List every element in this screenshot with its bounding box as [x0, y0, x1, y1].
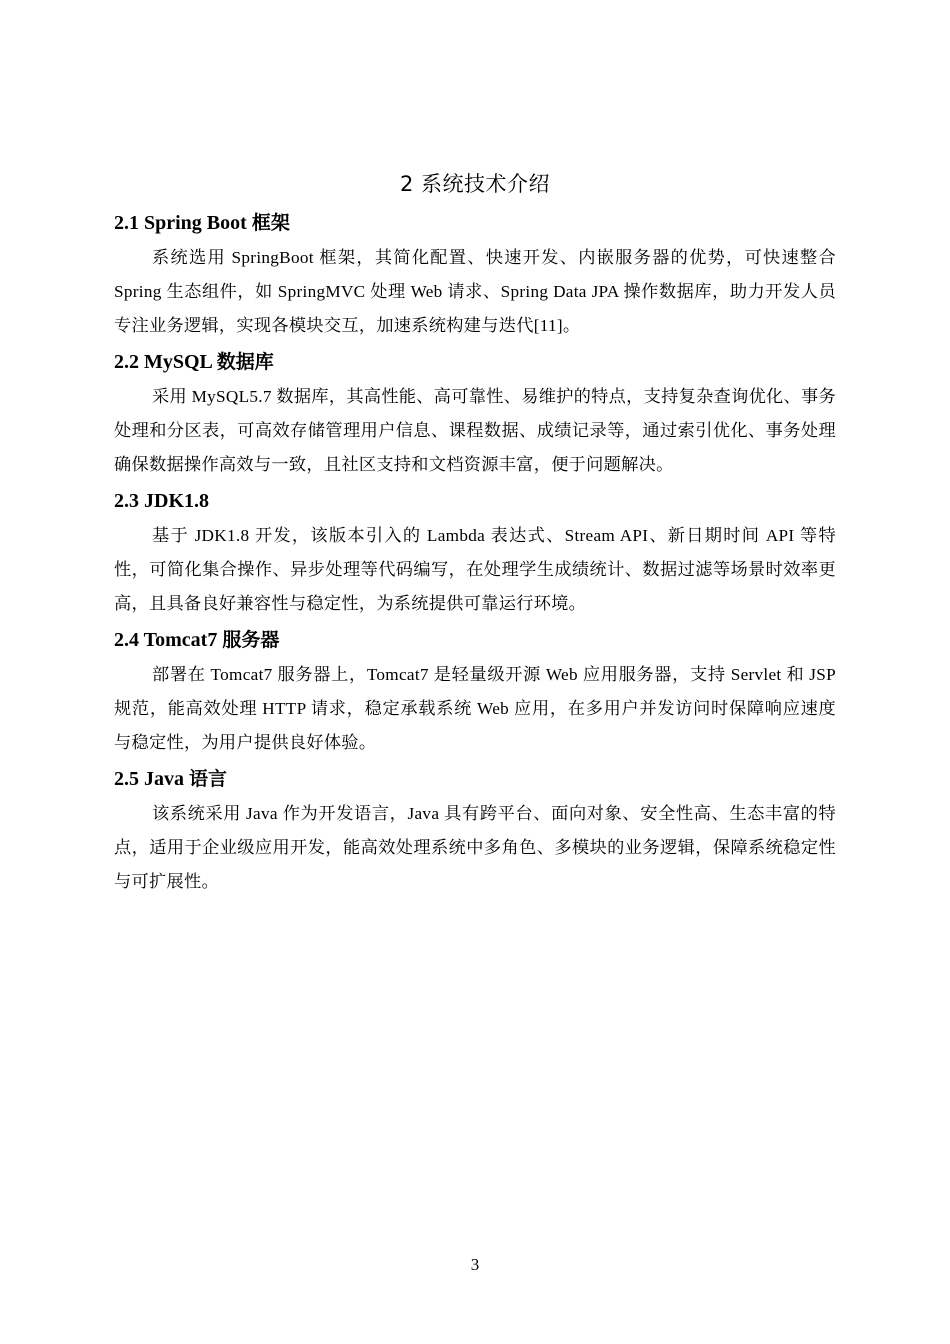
section-heading-number: 2.4 Tomcat7: [114, 629, 223, 651]
section-paragraph: 基于 JDK1.8 开发，该版本引入的 Lambda 表达式、Stream API、新日期时间 API 等特性，可简化集合操作、异步处理等代码编写，在处理学生成绩统计、数据过滤等场景时效率更高，且具备良好兼容性与稳定性，为系统提供可靠运行环境。: [114, 526, 836, 613]
section-paragraph: 采用 MySQL5.7 数据库，其高性能、高可靠性、易维护的特点，支持复杂查询优化、事务处理和分区表，可高效存储管理用户信息、课程数据、成绩记录等，通过索引优化、事务处理确保数据操作高效与一致，且社区支持和文档资源丰富，便于问题解决。: [114, 387, 837, 474]
section-heading: [114, 345, 836, 379]
section-heading-title: 数据库: [216, 351, 274, 373]
page-number: 3: [470, 1255, 480, 1274]
section-heading: [114, 623, 836, 657]
section-heading-number: 2.2 MySQL: [114, 351, 217, 373]
section-heading: [114, 762, 836, 796]
section-heading-number: 2.5 Java: [114, 768, 189, 790]
section-heading: [114, 484, 836, 518]
section-java: [114, 762, 836, 899]
chapter-title: 2 系统技术介绍: [399, 172, 551, 196]
section-jdk: [114, 484, 836, 621]
section-heading-number: 2.1 Spring Boot: [114, 212, 252, 234]
section-heading-title: 框架: [251, 212, 290, 234]
section-tomcat: [114, 623, 836, 760]
content-body: [114, 206, 836, 901]
section-heading-number: 2.3 JDK1.8: [114, 490, 209, 512]
section-heading-title: 语言: [189, 768, 228, 790]
section-paragraph: 系统选用 SpringBoot 框架，其简化配置、快速开发、内嵌服务器的优势，可快速整合 Spring 生态组件，如 SpringMVC 处理 Web 请求、Spring Data JPA 操作数据库，助力开发人员专注业务逻辑，实现各模块交互，加速系统构建与迭代[11]。: [114, 248, 836, 335]
section-paragraph: 部署在 Tomcat7 服务器上，Tomcat7 是轻量级开源 Web 应用服务器，支持 Servlet 和 JSP 规范，能高效处理 HTTP 请求，稳定承载系统 Web 应用，在多用户并发访问时保障响应速度与稳定性，为用户提供良好体验。: [114, 665, 836, 752]
section-paragraph: 该系统采用 Java 作为开发语言，Java 具有跨平台、面向对象、安全性高、生态丰富的特点，适用于企业级应用开发，能高效处理系统中多角色、多模块的业务逻辑，保障系统稳定性与可扩展性。: [114, 804, 836, 891]
section-heading-title: 服务器: [222, 629, 280, 651]
section-spring-boot: [114, 206, 836, 343]
section-mysql: [114, 345, 836, 482]
section-heading: [114, 206, 836, 240]
